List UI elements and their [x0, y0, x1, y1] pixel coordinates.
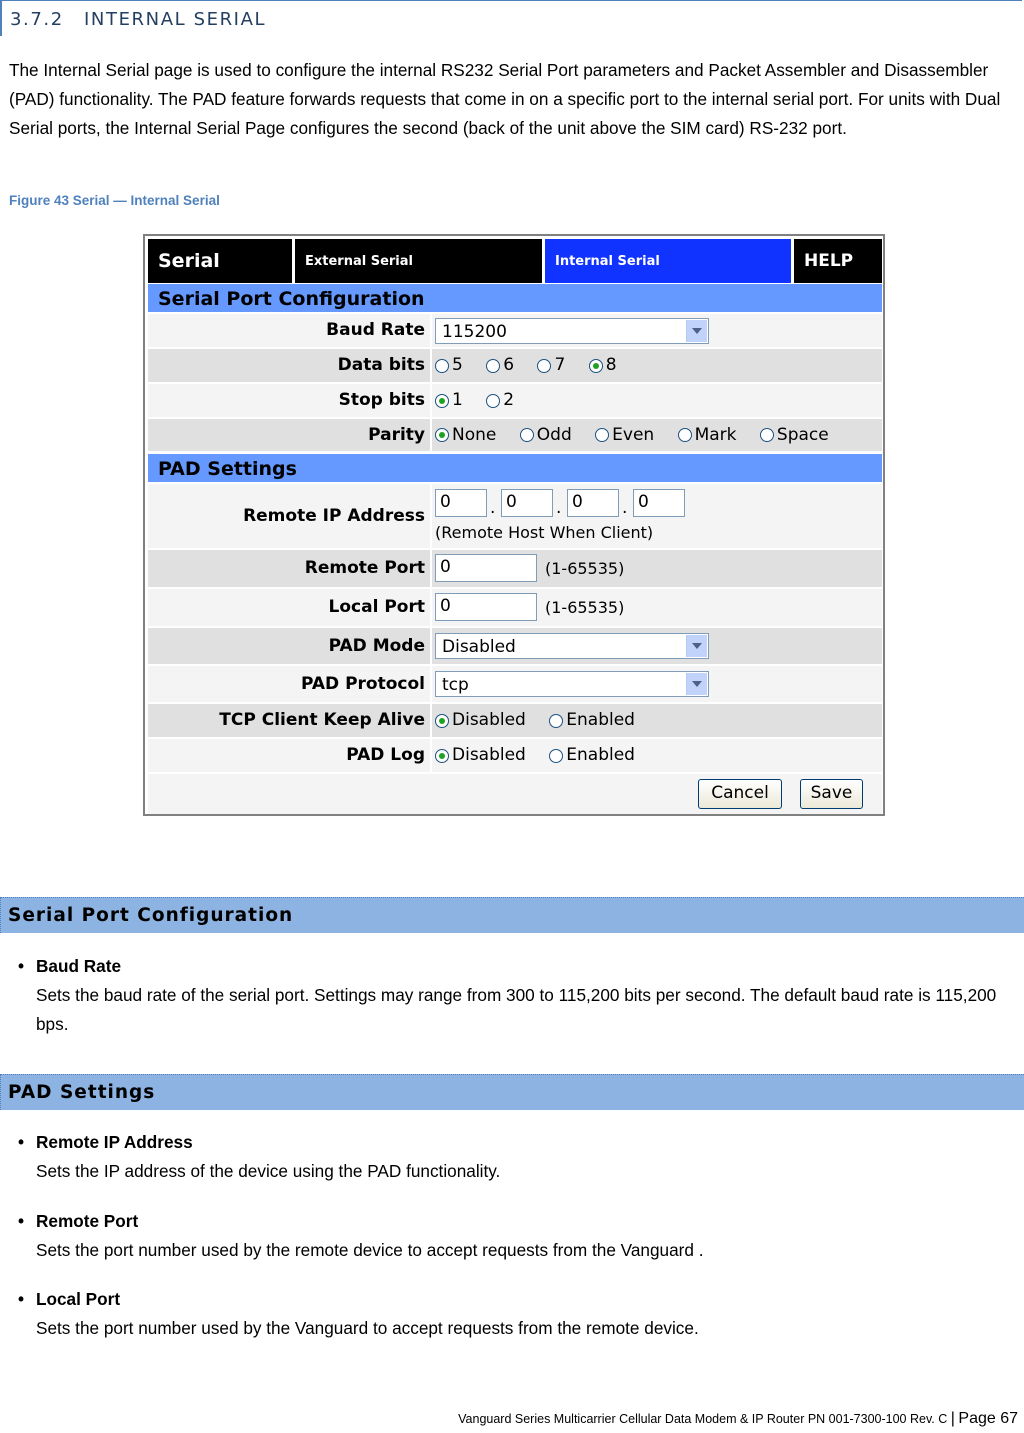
- remote-ip-octet-3[interactable]: 0: [567, 489, 619, 517]
- parity-mark-radio[interactable]: [678, 428, 692, 442]
- stop-bits-1-radio[interactable]: [435, 394, 449, 408]
- local-port-hint: (1-65535): [545, 598, 625, 617]
- data-bits-6-radio[interactable]: [486, 359, 500, 373]
- bullet-icon: •: [18, 956, 25, 976]
- pad-protocol-label: PAD Protocol: [148, 666, 430, 702]
- cancel-button[interactable]: Cancel: [698, 779, 782, 809]
- tab-bar: [148, 239, 882, 283]
- data-bits-6-label: 6: [503, 355, 515, 375]
- pad-settings-header: [148, 453, 882, 484]
- pad-settings-band: [0, 1074, 1024, 1110]
- remote-ip-octet-1[interactable]: 0: [435, 489, 487, 517]
- remote-port-label: Remote Port: [148, 550, 430, 587]
- tab-external-serial[interactable]: External Serial: [295, 239, 545, 283]
- ip-dot-2: .: [556, 498, 562, 518]
- data-bits-7-label: 7: [554, 355, 566, 375]
- tcp-keep-alive-group: [432, 704, 882, 737]
- baud-rate-label: Baud Rate: [148, 314, 430, 347]
- parity-odd-radio[interactable]: [520, 428, 534, 442]
- chevron-down-icon: [686, 320, 707, 342]
- tcp-keep-alive-row: [148, 704, 882, 739]
- data-bits-row: [148, 349, 882, 384]
- stop-bits-2-radio[interactable]: [486, 394, 500, 408]
- remote-ip-label: Remote IP Address: [148, 484, 430, 548]
- intro-paragraph: The Internal Serial page is used to configure the internal RS232 Serial Port parameters and Packet Assembler and Disassembler (PAD) functionality. The PAD feature forwards requests that come in on a specific port to the internal serial port. For units with Dual Serial ports, the Internal Serial Page configures the second (back of the unit above the SIM card) RS-232 port.: [9, 60, 1001, 138]
- parity-space-label: Space: [776, 425, 829, 445]
- page-number: Page 67: [958, 1410, 1018, 1427]
- stop-bits-group: [432, 384, 882, 417]
- data-bits-8-label: 8: [605, 355, 617, 375]
- data-bits-5-radio[interactable]: [435, 359, 449, 373]
- tab-help[interactable]: HELP: [794, 239, 882, 283]
- local-port-input[interactable]: 0: [435, 593, 537, 621]
- data-bits-label: Data bits: [148, 349, 430, 382]
- tcp-keep-alive-disabled-radio[interactable]: [435, 714, 449, 728]
- footer-text: Vanguard Series Multicarrier Cellular Data Modem & IP Router PN 001-7300-100 Rev. C: [458, 1412, 948, 1426]
- tab-serial[interactable]: Serial: [148, 239, 295, 283]
- tab-internal-serial[interactable]: Internal Serial: [545, 239, 794, 283]
- bullet-term: Baud Rate: [36, 956, 121, 976]
- pad-log-disabled-radio[interactable]: [435, 749, 449, 763]
- bullet-desc: Sets the IP address of the device using the PAD functionality.: [36, 1161, 501, 1181]
- local-port-row: [148, 589, 882, 628]
- tcp-keep-alive-disabled-label: Disabled: [452, 710, 526, 730]
- remote-port-hint: (1-65535): [545, 559, 625, 578]
- pad-protocol-row: [148, 666, 882, 704]
- parity-even-radio[interactable]: [595, 428, 609, 442]
- remote-ip-row: [148, 484, 882, 550]
- pad-log-label: PAD Log: [148, 739, 430, 772]
- bullet-icon: •: [18, 1289, 25, 1309]
- pad-log-row: [148, 739, 882, 774]
- data-bits-8-radio[interactable]: [589, 359, 603, 373]
- button-row: [148, 774, 882, 814]
- bullet-term: Remote Port: [36, 1211, 139, 1231]
- tcp-keep-alive-enabled-radio[interactable]: [549, 714, 563, 728]
- tcp-keep-alive-label: TCP Client Keep Alive: [148, 704, 430, 737]
- pad-log-enabled-label: Enabled: [566, 745, 635, 765]
- save-button[interactable]: Save: [800, 779, 863, 809]
- pad-protocol-value: tcp: [442, 675, 469, 695]
- pad-protocol-select[interactable]: [435, 671, 709, 697]
- pad-log-disabled-label: Disabled: [452, 745, 526, 765]
- serial-config-header: [148, 283, 882, 314]
- config-table: [148, 283, 882, 814]
- bullet-term: Remote IP Address: [36, 1132, 193, 1152]
- bullet-icon: •: [18, 1132, 25, 1152]
- serial-config-header-label: Serial Port Configuration: [158, 288, 425, 310]
- bullet-desc: Sets the port number used by the remote device to accept requests from the Vanguard .: [36, 1240, 704, 1260]
- parity-group: [432, 419, 882, 451]
- data-bits-7-radio[interactable]: [537, 359, 551, 373]
- section-number: 3.7.2: [10, 9, 64, 30]
- remote-port-input[interactable]: 0: [435, 554, 537, 582]
- baud-rate-select[interactable]: [435, 318, 709, 344]
- parity-even-label: Even: [612, 425, 655, 445]
- bullet-desc: Sets the baud rate of the serial port. Settings may range from 300 to 115,200 bits per second. The default baud rate is 115,200 bps.: [36, 985, 997, 1034]
- bullet-icon: •: [18, 1211, 25, 1231]
- parity-mark-label: Mark: [694, 425, 737, 445]
- baud-rate-value: 115200: [442, 322, 507, 342]
- stop-bits-row: [148, 384, 882, 419]
- page-footer: [458, 1410, 1018, 1428]
- stop-bits-1-label: 1: [452, 390, 463, 410]
- parity-none-label: None: [452, 425, 497, 445]
- pad-mode-label: PAD Mode: [148, 628, 430, 664]
- baud-rate-row: [148, 314, 882, 349]
- tcp-keep-alive-enabled-label: Enabled: [566, 710, 635, 730]
- data-bits-group: [432, 349, 882, 382]
- pad-mode-row: [148, 628, 882, 666]
- internal-serial-screenshot: [143, 234, 885, 816]
- pad-log-enabled-radio[interactable]: [549, 749, 563, 763]
- data-bits-5-label: 5: [452, 355, 463, 375]
- parity-none-radio[interactable]: [435, 428, 449, 442]
- figure-caption: Figure 43 Serial — Internal Serial: [9, 193, 220, 208]
- pad-mode-select[interactable]: [435, 633, 709, 659]
- parity-label: Parity: [148, 419, 430, 451]
- local-port-label: Local Port: [148, 589, 430, 626]
- ip-dot-1: .: [490, 498, 496, 518]
- stop-bits-label: Stop bits: [148, 384, 430, 417]
- serial-config-band-title: Serial Port Configuration: [8, 905, 294, 926]
- section-title: INTERNAL SERIAL: [84, 9, 267, 30]
- bullet-term: Local Port: [36, 1289, 121, 1309]
- remote-ip-octet-4[interactable]: 0: [633, 489, 685, 517]
- section-heading: [0, 0, 1022, 36]
- ip-dot-3: .: [622, 498, 628, 518]
- parity-odd-label: Odd: [536, 425, 572, 445]
- chevron-down-icon: [686, 635, 707, 657]
- pad-settings-band-title: PAD Settings: [8, 1082, 156, 1103]
- pad-settings-header-label: PAD Settings: [158, 458, 297, 480]
- remote-port-row: [148, 550, 882, 589]
- remote-ip-hint: (Remote Host When Client): [435, 523, 654, 542]
- pad-mode-value: Disabled: [442, 637, 516, 657]
- stop-bits-2-label: 2: [503, 390, 515, 410]
- parity-space-radio[interactable]: [760, 428, 774, 442]
- footer-separator: |: [950, 1410, 955, 1427]
- serial-config-band: [0, 897, 1024, 933]
- parity-row: [148, 419, 882, 453]
- bullet-desc: Sets the port number used by the Vanguard to accept requests from the remote device.: [36, 1318, 699, 1338]
- chevron-down-icon: [686, 673, 707, 695]
- remote-ip-octet-2[interactable]: 0: [501, 489, 553, 517]
- pad-log-group: [432, 739, 882, 772]
